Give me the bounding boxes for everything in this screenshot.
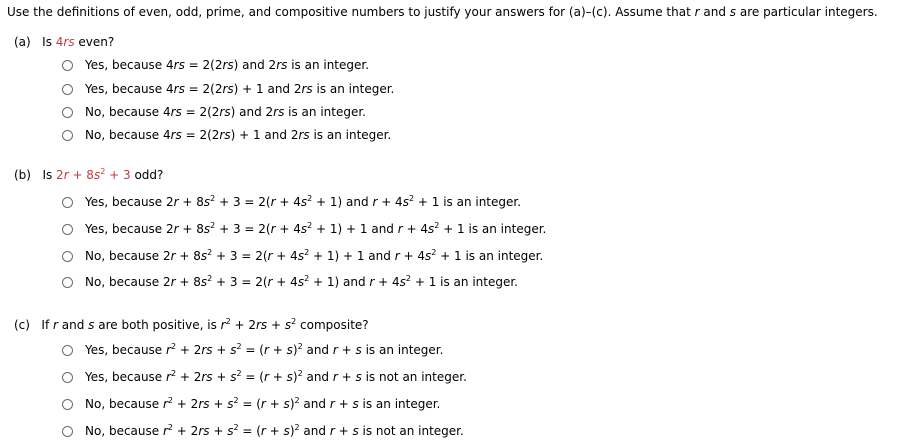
option-c-1[interactable] [62, 343, 443, 357]
radio-button[interactable] [62, 277, 73, 288]
option-b-4[interactable] [62, 275, 518, 289]
question-c [14, 318, 369, 332]
option-a-4[interactable] [62, 128, 391, 142]
question-a-label: (a) [14, 35, 31, 49]
option-a-1[interactable] [62, 58, 369, 72]
radio-button[interactable] [62, 84, 73, 95]
radio-button[interactable] [62, 224, 73, 235]
option-a-2[interactable] [62, 82, 394, 96]
question-b-text: Is $2r + 8s^2 + 3$ odd? [42, 167, 164, 182]
radio-button[interactable] [62, 60, 73, 71]
option-text: No, because $2r + 8s^2 + 3 = 2(r + 4s^2 + 1)$ and $r + 4s^2 + 1$ is an integer. [85, 274, 518, 289]
option-text: Yes, because $2r + 8s^2 + 3 = 2(r + 4s^2 + 1)$ and $r + 4s^2 + 1$ is an integer. [85, 194, 522, 209]
option-text: No, because $r^2 + 2rs + s^2 = (r + s)^2$ and r + s is not an integer. [85, 423, 464, 438]
option-text: Yes, because 4rs = 2(2rs) and 2rs is an integer. [85, 58, 370, 72]
option-text: Yes, because $2r + 8s^2 + 3 = 2(r + 4s^2 + 1) + 1$ and $r + 4s^2 + 1$ is an integer. [85, 221, 547, 236]
question-b [14, 168, 163, 182]
option-text: No, because 4rs = 2(2rs) and 2rs is an integer. [85, 105, 366, 119]
option-text: No, because $r^2 + 2rs + s^2 = (r + s)^2$ and r + s is an integer. [85, 396, 441, 411]
question-c-label: (c) [14, 318, 30, 332]
option-text: No, because $2r + 8s^2 + 3 = 2(r + 4s^2 + 1) + 1$ and $r + 4s^2 + 1$ is an integer. [85, 248, 544, 263]
option-c-2[interactable] [62, 370, 467, 384]
option-b-1[interactable] [62, 195, 521, 209]
radio-button[interactable] [62, 130, 73, 141]
radio-button[interactable] [62, 251, 73, 262]
radio-button[interactable] [62, 372, 73, 383]
option-c-3[interactable] [62, 397, 440, 411]
instructions-text: Use the definitions of even, odd, prime, and compositive numbers to justify your answers for (a)–(c). Assume that r and s are particular integers. [7, 5, 878, 19]
option-text: Yes, because 4rs = 2(2rs) + 1 and 2rs is an integer. [85, 82, 395, 96]
option-b-2[interactable] [62, 222, 546, 236]
option-a-3[interactable] [62, 105, 366, 119]
option-b-3[interactable] [62, 249, 543, 263]
option-c-4[interactable] [62, 424, 464, 438]
radio-button[interactable] [62, 197, 73, 208]
option-text: Yes, because $r^2 + 2rs + s^2 = (r + s)^2$ and r + s is not an integer. [85, 369, 467, 384]
option-text: No, because 4rs = 2(2rs) + 1 and 2rs is an integer. [85, 128, 392, 142]
radio-button[interactable] [62, 426, 73, 437]
question-a-text: Is 4rs even? [42, 35, 115, 49]
question-a [14, 35, 114, 49]
radio-button[interactable] [62, 345, 73, 356]
option-text: Yes, because $r^2 + 2rs + s^2 = (r + s)^2$ and r + s is an integer. [85, 342, 444, 357]
question-c-text: If r and s are both positive, is $r^2 + 2rs + s^2$ composite? [41, 317, 369, 332]
radio-button[interactable] [62, 399, 73, 410]
radio-button[interactable] [62, 107, 73, 118]
question-b-label: (b) [14, 168, 31, 182]
